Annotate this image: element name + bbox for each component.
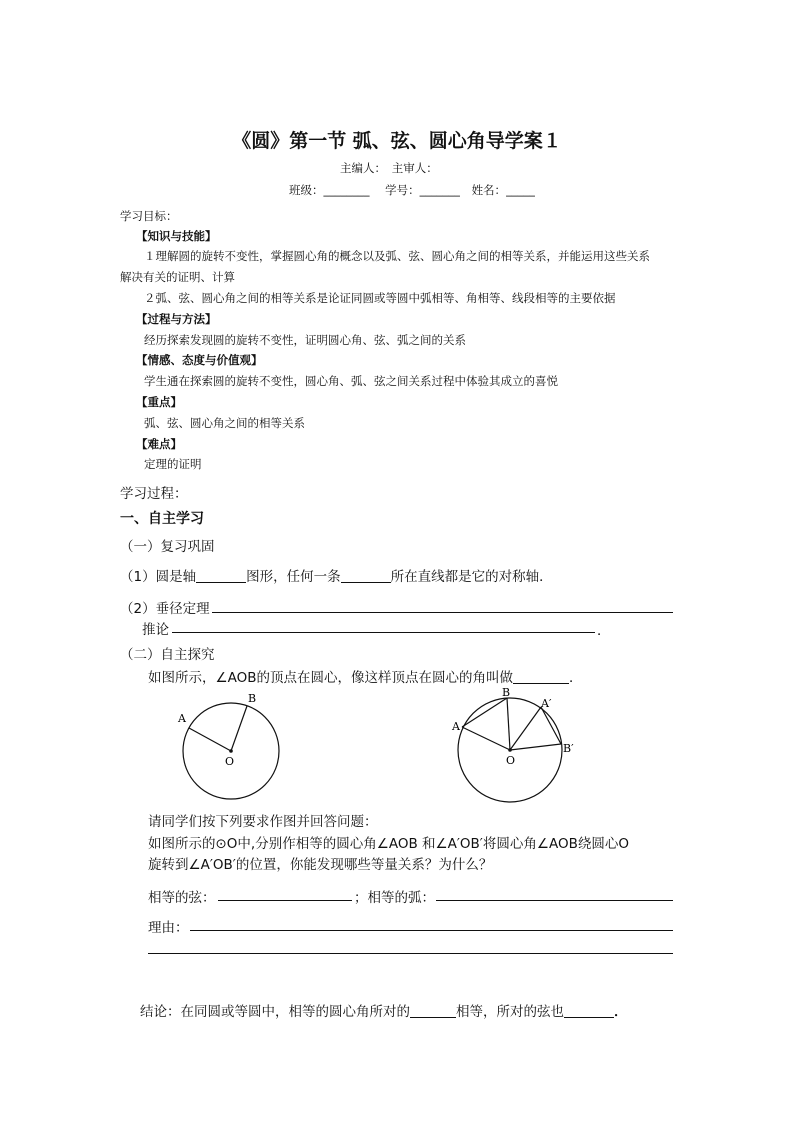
q2-corollary-label: 推论 xyxy=(142,622,169,638)
figure-1-radius-oa xyxy=(189,728,231,751)
figure-1-label-b: B xyxy=(248,692,257,705)
difficulty-tag: 【难点】 xyxy=(136,437,182,451)
task-line-2: 旋转到∠A′OB′的位置，你能发现哪些等量关系？为什么？ xyxy=(148,857,493,873)
figure-1-label-o: O xyxy=(225,755,235,768)
q1-blank-1[interactable] xyxy=(196,569,246,583)
figure-1-center xyxy=(229,749,233,753)
figure-2-center xyxy=(508,748,512,752)
q2-end-mark: ． xyxy=(597,623,611,639)
explore-text xyxy=(148,666,583,686)
name-label: 姓名： xyxy=(471,183,507,197)
emotion-tag: 【情感、态度与价值观】 xyxy=(136,353,263,367)
name-blank[interactable]: _____ xyxy=(506,183,535,197)
explore-sentence: 如图所示，∠AOB的顶点在圆心，像这样顶点在圆心的角叫做 xyxy=(148,670,513,686)
q2-corollary-line[interactable] xyxy=(172,632,595,633)
figure-1-label-a: A xyxy=(178,712,186,725)
conclusion-blank-1[interactable] xyxy=(410,1004,456,1018)
question-1 xyxy=(120,565,553,585)
conclusion-blank-2[interactable] xyxy=(564,1004,614,1018)
knowledge-item-1b: 解决有关的证明、计算 xyxy=(120,270,235,284)
equal-arcs-line[interactable] xyxy=(436,900,673,901)
figure-2-radius-oa xyxy=(462,727,510,750)
figure-1-radius-ob xyxy=(231,706,247,751)
process-tag: 【过程与方法】 xyxy=(136,312,217,326)
equal-arcs-label: ；相等的弧： xyxy=(354,890,435,906)
figure-2-label-b-prime: B′ xyxy=(563,742,574,755)
student-no-label: 学号： xyxy=(385,183,420,197)
knowledge-item-2: ２弧、弦、圆心角之间的相等关系是论证同圆或等圆中弧相等、角相等、线段相等的主要依据 xyxy=(144,291,616,305)
key-tag: 【重点】 xyxy=(136,395,182,409)
section-self-study: 一、自主学习 xyxy=(120,511,204,527)
figure-2-radius-ob xyxy=(507,698,510,750)
q2-label: （2）垂径定理 xyxy=(120,601,210,617)
reason-line-2[interactable] xyxy=(148,953,673,954)
review-heading: （一）复习巩固 xyxy=(120,539,215,555)
figure-1 xyxy=(170,690,290,810)
q1-text-a: （1）圆是轴 xyxy=(120,569,197,585)
emotion-text: 学生通在探索圆的旋转不变性，圆心角、弧、弦之间关系过程中体验其成立的喜悦 xyxy=(144,374,558,388)
q1-blank-2[interactable] xyxy=(341,569,391,583)
process-heading: 学习过程： xyxy=(120,486,188,502)
conclusion xyxy=(140,1000,628,1020)
editors-line: 主编人： 主审人： xyxy=(340,161,438,175)
figure-2-label-a: A xyxy=(452,720,460,733)
figure-2-label-a-prime: A′ xyxy=(541,697,552,710)
figure-2-chord-ab xyxy=(462,698,507,727)
class-label: 班级： xyxy=(289,183,324,197)
student-no-blank[interactable]: _______ xyxy=(419,183,460,197)
conclusion-text-b: 相等，所对的弦也 xyxy=(456,1004,564,1020)
reason-line-1[interactable] xyxy=(190,930,673,931)
q1-text-b: 图形，任何一条 xyxy=(246,569,341,585)
page-title: 《圆》第一节 弧、弦、圆心角导学案１ xyxy=(232,130,562,152)
figure-2-radius-oa2 xyxy=(510,707,541,750)
q1-text-c: 所在直线都是它的对称轴． xyxy=(390,569,553,585)
instruction-text: 请同学们按下列要求作图并回答问题： xyxy=(148,814,378,830)
student-info-line xyxy=(289,182,535,198)
process-text: 经历探索发现圆的旋转不变性，证明圆心角、弦、弧之间的关系 xyxy=(144,333,466,347)
q2-answer-line[interactable] xyxy=(212,612,673,613)
knowledge-item-1a: １理解圆的旋转不变性，掌握圆心角的概念以及弧、弦、圆心角之间的相等关系，并能运用这些关系 xyxy=(144,249,650,263)
conclusion-text-a: 结论：在同圆或等圆中，相等的圆心角所对的 xyxy=(140,1004,410,1020)
figure-2 xyxy=(448,686,588,810)
knowledge-tag: 【知识与技能】 xyxy=(136,229,217,243)
key-text: 弧、弦、圆心角之间的相等关系 xyxy=(144,416,305,430)
figure-2-radius-ob2 xyxy=(510,744,561,750)
conclusion-end-mark: ． xyxy=(614,1004,628,1020)
figure-2-label-b: B xyxy=(502,686,511,699)
reason-label: 理由： xyxy=(148,920,189,936)
figure-2-label-o: O xyxy=(506,754,516,767)
explore-heading: （二）自主探究 xyxy=(120,647,215,663)
equal-chords-label: 相等的弦： xyxy=(148,890,216,906)
explore-end-mark: ． xyxy=(569,670,583,686)
goals-heading: 学习目标： xyxy=(120,209,178,223)
equal-chords-line[interactable] xyxy=(218,900,352,901)
figure-2-chord-a2b2 xyxy=(541,707,561,744)
difficulty-text: 定理的证明 xyxy=(144,457,202,471)
class-blank[interactable]: ________ xyxy=(323,183,370,197)
explore-blank[interactable] xyxy=(513,670,569,684)
task-line-1: 如图所示的⊙O中,分别作相等的圆心角∠AOB 和∠A′OB′将圆心角∠AOB绕圆心O xyxy=(148,836,629,852)
